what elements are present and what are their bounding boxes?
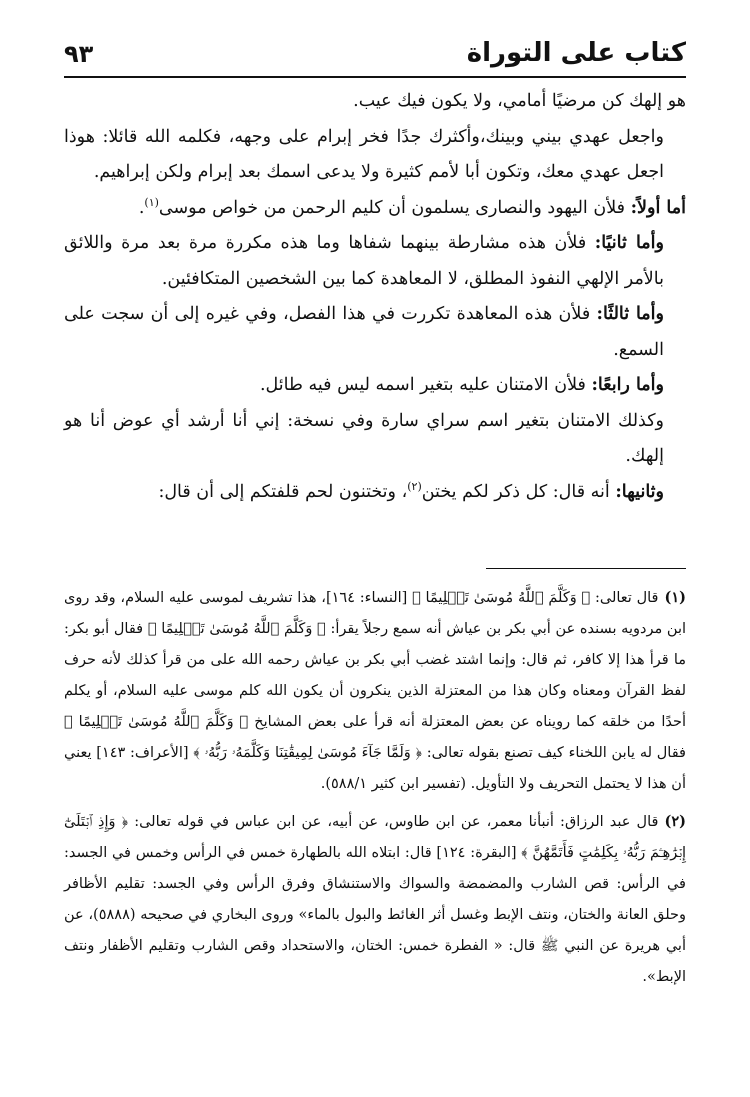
footnote-1-number: (١) <box>664 589 687 606</box>
footnote-ref-1[interactable]: (١) <box>144 195 159 209</box>
footnotes <box>64 582 686 999</box>
footnote-2-text-b: [البقرة: ١٢٤] قال: ابتلاه الله بالطهارة خمس في الرأس وخمس في الجسد: في الرأس: قص الشارب والمضمضة والسواك والاستنشاق وفرق الرأس وفي الجسد: تقليم الأظافر وحلق العانة والختان، ونتف الإبط وغسل أثر الغائط والبول بالماء» وروى البخاري في صحيحه (٥٨٨٨)، عن أبي هريرة عن النبي ﷺ قال: « الفطرة خمس: الختان، والاستحداد وقص الشارب وتقليم الأظفار ونتف الإبط». <box>64 845 687 985</box>
footnote-1-verse-1: ﴿ وَكَلَّمَ ٱللَّهُ مُوسَىٰ تَكۡلِيمًا ﴾ <box>412 590 591 606</box>
footnote-1-text-c: فقال أبو بكر: ما قرأ هذا إلا كافر، ثم قال: وإنما اشتد غضب أبي بكر بن عياش رحمه الله على من قرأ كذلك لأنه حرف لفظ القرآن ومعناه وكان هذا من المعتزلة الذين ينكرون أن يكون الله كلم موسى عليه السلام، أو يكلم أحدًا من خلقه كما رويناه عن بعض المعتزلة أنه قرأ على بعض المشايخ <box>64 621 687 730</box>
paragraph-6-text: فلأن الامتنان عليه بتغير اسمه ليس فيه طائل. <box>259 375 586 395</box>
paragraph-3-end: . <box>138 197 145 218</box>
paragraph-4-lead: وأما ثانيًا: <box>594 233 664 253</box>
paragraph-7: وكذلك الامتنان بتغير اسم سراي سارة وفي نسخة: إني أنا أرشد أي عوض أنا هو إلهك. <box>64 410 664 466</box>
footnote-ref-2[interactable]: (٢) <box>407 479 422 493</box>
footnote-1-verse-3: ﴿ وَكَلَّمَ ٱللَّهُ مُوسَىٰ تَكۡلِيمًا ﴾ <box>64 714 249 730</box>
paragraph-5 <box>64 297 686 368</box>
paragraph-4-text: فلأن هذه مشارطة بينهما شفاها وما هذه مكررة مرة بعد مرة واللائق بالأمر الإلهي النفوذ المطلق، لا المعاهدة كما بين الشخصين المتكافئين. <box>64 233 664 289</box>
footnote-2-verse-1: ﴿ وَإِذِ ٱبۡتَلَىٰٓ إِبۡرَٰهِـۧمَ رَبُّهُۥ بِكَلِمَٰتٍ فَأَتَمَّهُنَّ ﴾ <box>64 814 687 861</box>
page-header <box>64 38 686 74</box>
footnote-1-text-a: قال تعالى: <box>594 590 659 606</box>
paragraph-8 <box>64 475 686 511</box>
footnote-1 <box>64 582 686 800</box>
paragraph-3-lead: أما أولاً: <box>630 197 686 218</box>
paragraph-5-lead: وأما ثالثًا: <box>596 304 664 324</box>
paragraph-8-text-b: ، وتختنون لحم قلفتكم إلى أن قال: <box>158 481 408 502</box>
paragraph-2: واجعل عهدي بيني وبينك،وأكثرك جدًا فخر إبرام على وجهه، فكلمه الله قائلا: هوذا اجعل عهدي معك، وتكون أبا لأمم كثيرة ولا يدعى اسمك بعد إبرام ولكن إبراهيم. <box>64 126 664 182</box>
footnote-1-text-b: [النساء: ١٦٤]، هذا تشريف لموسى عليه السلام، وقد روى ابن مردويه بسنده عن أبي بكر بن عياش أنه سمع رجلاً يقرأ: <box>64 590 687 637</box>
page-number: ٩٣ <box>64 40 94 68</box>
paragraph-6-lead: وأما رابعًا: <box>591 375 664 395</box>
paragraph-1: هو إلهك كن مرضيًا أمامي، ولا يكون فيك عيب. <box>353 91 686 111</box>
main-text <box>64 84 686 510</box>
footnote-1-text-e: [الأعراف: ١٤٣] يعني أن هذا لا يحتمل التحريف ولا التأويل. (تفسير ابن كثير ٥٨٨/١). <box>64 745 686 792</box>
paragraph-8-lead: وثانيها: <box>615 481 664 502</box>
footnote-separator <box>486 568 686 569</box>
paragraph-4 <box>64 226 686 297</box>
header-rule <box>64 76 686 78</box>
paragraph-3-text: فلأن اليهود والنصارى يسلمون أن كليم الرحمن من خواص موسى <box>158 197 625 218</box>
footnote-1-verse-2: ﴿ وَكَلَّمَ ٱللَّهُ مُوسَىٰ تَكۡلِيمًا ﴾ <box>147 621 326 637</box>
footnote-1-text-d: فقال له يابن اللخناء كيف تصنع بقوله تعالى: <box>426 745 686 761</box>
footnote-2-text-a: قال عبد الرزاق: أنبأنا معمر، عن ابن طاوس، عن أبيه، عن ابن عباس في قوله تعالى: <box>134 814 659 830</box>
paragraph-8-text-a: أنه قال: كل ذكر لكم يختن <box>421 481 610 502</box>
footnote-2 <box>64 806 686 993</box>
running-title: كتاب على التوراة <box>466 38 686 68</box>
paragraph-6 <box>64 368 686 404</box>
paragraph-3 <box>64 191 686 227</box>
paragraph-5-text: فلأن هذه المعاهدة تكررت في هذا الفصل، وفي غيره إلى أن سجت على السمع. <box>64 304 664 360</box>
footnote-1-verse-4: ﴿ وَلَمَّا جَآءَ مُوسَىٰ لِمِيقَٰتِنَا وَكَلَّمَهُۥ رَبُّهُۥ ﴾ <box>193 745 422 761</box>
footnote-2-number: (٢) <box>664 813 686 830</box>
